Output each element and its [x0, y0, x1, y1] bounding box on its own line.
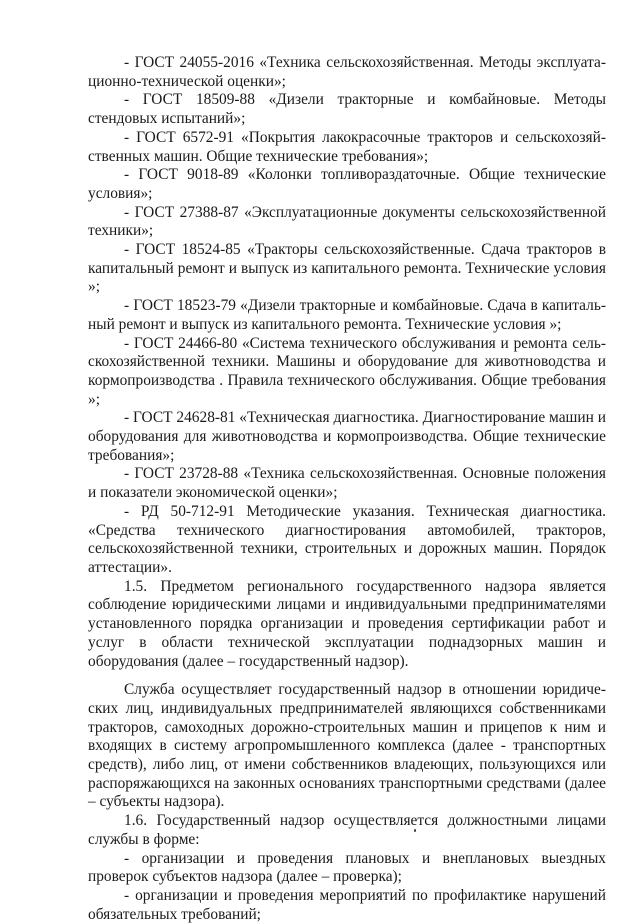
list-item-inspections: - организации и проведения плановых и внеплановых выездных проверок субъектов надзора (далее – проверка);: [88, 849, 606, 886]
list-item-prevention: - организации и проведения мероприятий по профилактике нарушений обязательных требований;: [88, 886, 606, 923]
list-item-gost-18509: - ГОСТ 18509-88 «Дизели тракторные и комбайновые. Методы стендовых испытаний»;: [88, 91, 606, 128]
list-item-gost-24628: - ГОСТ 24628-81 «Техническая диагностика. Диагностирование машин и оборудования для животноводства и кормопроизводства. Общие технические требования»;: [88, 409, 606, 464]
list-item-gost-24055: - ГОСТ 24055-2016 «Техника сельскохозяйственная. Методы эксплуатационно-технической оценки»;: [88, 54, 606, 90]
list-item-gost-6572: - ГОСТ 6572-91 «Покрытия лакокрасочные тракторов и сельскохозяйственных машин. Общие технические требования»;: [88, 128, 606, 165]
list-item-gost-18523: - ГОСТ 18523-79 «Дизели тракторные и комбайновые. Сдача в капитальный ремонт и выпуск из капитального ремонта. Технические условия »;: [88, 297, 606, 333]
list-item-gost-27388: - ГОСТ 27388-87 «Эксплуатационные документы сельскохозяйственной техники»;: [88, 203, 606, 240]
list-item-gost-24466: - ГОСТ 24466-80 «Система технического обслуживания и ремонта сельскохозяйственной техники. Машины и оборудование для животноводства и кормопроизводства . Правила технического обслуживания. Общие требования »;: [88, 334, 606, 408]
list-item-gost-18524: - ГОСТ 18524-85 «Тракторы сельскохозяйственные. Сдача тракторов в капитальный ремонт и выпуск из капитального ремонта. Технические условия »;: [88, 241, 606, 296]
scan-speck: [414, 829, 416, 832]
list-item-rd-50-712: - РД 50-712-91 Методические указания. Техническая диагностика. «Средства технического диагностирования автомобилей, тракторов, сельскохозяйственной техники, строительных и дорожных машин. Порядок аттестации».: [88, 502, 606, 576]
section-1-5-paragraph: 1.5. Предметом регионального государственного надзора является соблюдение юридическими лицами и индивидуальными предпринимателями установленного порядка организации и проведения сертификации работ и услуг в области технической эксплуатации поднадзорных машин и оборудования (далее – государственный надзор).: [88, 577, 606, 670]
list-item-gost-9018: - ГОСТ 9018-89 «Колонки топливораздаточные. Общие технические условия»;: [88, 166, 606, 202]
service-supervision-paragraph: Служба осуществляет государственный надзор в отношении юридических лиц, индивидуальных предпринимателей являющихся собственниками тракторов, самоходных дорожно-строительных машин и прицепов к ним и входящих в систему агропромышленного комплекса (далее - транспортных средств), либо лиц, от имени собственников владеющих, пользующихся или распоряжающихся на законных основаниях транспортными средствами (далее – субъекты надзора).: [88, 681, 606, 811]
list-item-gost-23728: - ГОСТ 23728-88 «Техника сельскохозяйственная. Основные положения и показатели экономической оценки»;: [88, 465, 606, 502]
document-body: [88, 54, 606, 924]
section-1-6-paragraph: 1.6. Государственный надзор осуществляется должностными лицами службы в форме:: [88, 812, 606, 848]
